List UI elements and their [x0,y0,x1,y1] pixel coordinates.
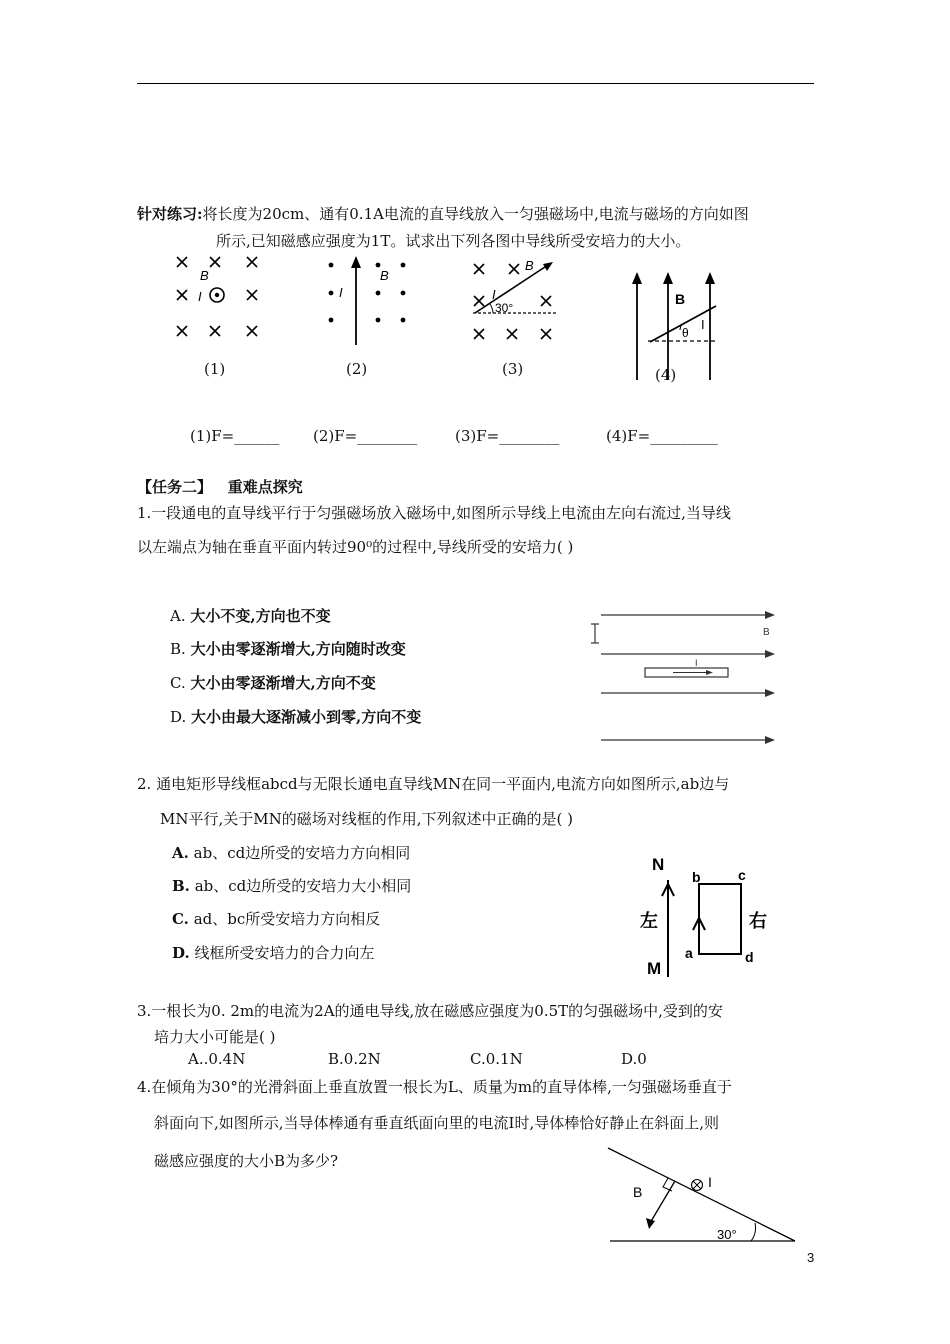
q4-figure [605,1145,805,1245]
answer-1: (1)F=______ [190,427,280,445]
q4-line2: 斜面向下,如图所示,当导体棒通有垂直纸面向里的电流I时,导体棒恰好静止在斜面上,则 [154,1114,720,1132]
answer-3: (3)F=________ [455,427,560,445]
answer-4: (4)F=_________ [606,427,718,445]
q1-option-a: A. 大小不变,方向也不变 [170,607,331,625]
q3-option-d: D.0 [621,1050,647,1068]
q3-option-b: B.0.2N [328,1050,381,1068]
svg-text:B: B [200,268,209,283]
q4-line3: 磁感应强度的大小B为多少? [154,1152,339,1170]
figure-1-label: (1) [204,360,226,378]
figure-2-label: (2) [346,360,368,378]
svg-text:B: B [633,1184,643,1200]
q2-line2: MN平行,关于MN的磁场对线框的作用,下列叙述中正确的是( ) [160,810,573,828]
figure-4-label: (4) [655,366,677,384]
svg-text:B: B [675,291,686,307]
svg-text:θ: θ [682,326,689,340]
q1-option-c: C. 大小由零逐渐增大,方向不变 [170,674,376,692]
svg-text:B: B [380,268,389,283]
svg-text:d: d [745,949,754,965]
practice-line1: 针对练习:将长度为20cm、通有0.1A电流的直导线放入一匀强磁场中,电流与磁场的方向如图 [137,205,749,223]
q1-figure [585,605,780,750]
q1-line2: 以左端点为轴在垂直平面内转过90⁰的过程中,导线所受的安培力( ) [137,538,574,556]
figure-1 [165,252,275,347]
figure-3 [465,255,565,350]
figure-2 [318,250,413,350]
q1-line1: 1.一段通电的直导线平行于匀强磁场放入磁场中,如图所示导线上电流由左向右流过,当导线 [137,504,731,522]
header-rule [137,83,814,84]
q2-option-b: B. ab、cd边所受的安培力大小相同 [172,877,412,895]
svg-text:右: 右 [749,911,767,931]
svg-text:a: a [685,945,693,961]
answer-2: (2)F=________ [313,427,418,445]
svg-text:c: c [738,867,746,883]
q2-option-a: A. ab、cd边所受的安培力方向相同 [172,844,411,862]
page-number: 3 [807,1250,815,1265]
svg-text:b: b [692,869,701,885]
svg-text:B: B [763,627,770,638]
q1-option-d: D. 大小由最大逐渐减小到零,方向不变 [170,708,422,726]
svg-text:30°: 30° [717,1227,737,1242]
q2-figure [635,852,775,982]
q2-line1: 2. 通电矩形导线框abcd与无限长通电直导线MN在同一平面内,电流方向如图所示,ab边与 [137,775,730,793]
svg-text:N: N [652,855,665,874]
q3-line1: 3.一根长为0. 2m的电流为2A的通电导线,放在磁感应强度为0.5T的匀强磁场中,受到的安 [137,1002,723,1020]
svg-text:I: I [701,317,705,332]
svg-text:I: I [695,658,698,668]
practice-line2: 所示,已知磁感应强度为1T。试求出下列各图中导线所受安培力的大小。 [216,232,691,250]
svg-text:B: B [525,258,534,273]
task2-header: 【任务二】 重难点探究 [137,478,303,496]
svg-text:M: M [647,959,662,978]
q3-option-a: A..0.4N [188,1050,246,1068]
q4-line1: 4.在倾角为30°的光滑斜面上垂直放置一根长为L、质量为m的直导体棒,一匀强磁场垂直于 [137,1078,732,1096]
figure-3-label: (3) [502,360,524,378]
svg-text:左: 左 [640,911,658,931]
svg-text:I: I [708,1174,712,1190]
svg-text:I: I [339,285,343,300]
q3-option-c: C.0.1N [470,1050,523,1068]
svg-text:I: I [198,289,202,304]
q2-option-c: C. ad、bc所受安培力方向相反 [172,910,381,928]
q3-line2: 培力大小可能是( ) [154,1028,276,1046]
svg-text:30°: 30° [495,301,514,315]
svg-text:I: I [492,287,496,302]
q1-option-b: B. 大小由零逐渐增大,方向随时改变 [170,640,406,658]
q2-option-d: D. 线框所受安培力的合力向左 [172,944,375,962]
practice-label: 针对练习: [137,205,203,223]
